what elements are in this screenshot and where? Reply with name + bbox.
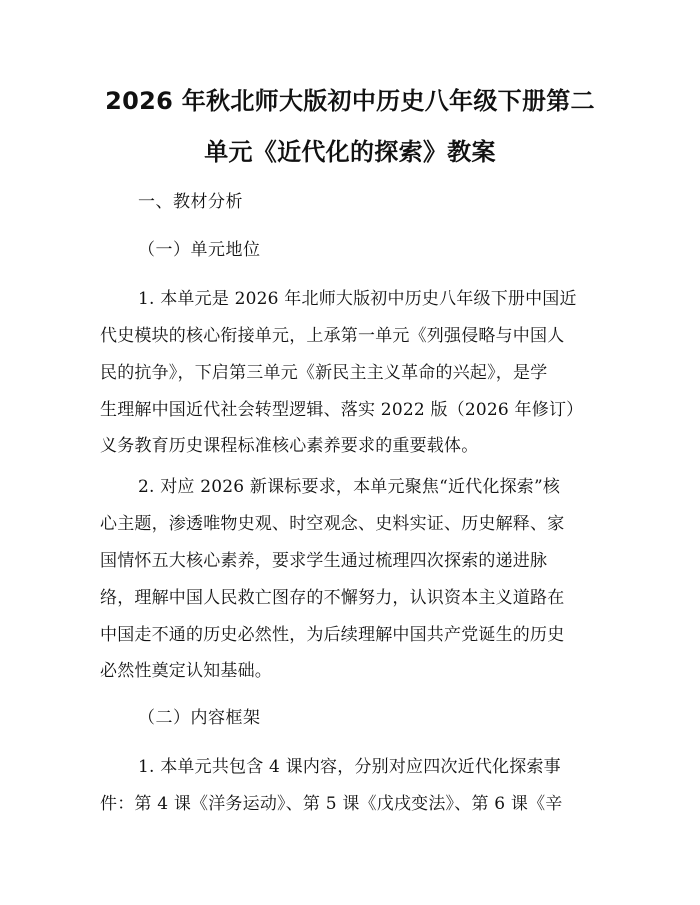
paragraph-line: 代史模块的核心衔接单元，上承第一单元《列强侵略与中国人 [100,326,565,346]
document-title-line-1: 2026 年秋北师大版初中历史八年级下册第二 [105,87,595,115]
paragraph-line: 心主题，渗透唯物史观、时空观念、史料实证、历史解释、家 [100,514,565,534]
paragraph-line: 络，理解中国人民救亡图存的不懈努力，认识资本主义道路在 [100,588,565,608]
document-title-line-2: 单元《近代化的探索》教案 [204,138,496,166]
paragraph-line: 必然性奠定认知基础。 [100,661,272,681]
paragraph-line: 生理解中国近代社会转型逻辑、落实 2022 版（2026 年修订） [100,400,584,420]
paragraph-line: 国情怀五大核心素养，要求学生通过梳理四次探索的递进脉 [100,551,548,571]
paragraph-line: 中国走不通的历史必然性，为后续理解中国共产党诞生的历史 [100,625,565,645]
subsection-heading-content-framework: （二）内容框架 [138,708,261,728]
paragraph-line: 1. 本单元是 2026 年北师大版初中历史八年级下册中国近 [138,289,577,309]
paragraph-line: 件：第 4 课《洋务运动》、第 5 课《戊戌变法》、第 6 课《辛 [100,794,563,814]
section-heading-textbook-analysis: 一、教材分析 [138,192,243,212]
paragraph-line: 2. 对应 2026 新课标要求，本单元聚焦“近代化探索”核 [138,477,561,497]
subsection-heading-unit-position: （一）单元地位 [138,240,261,260]
paragraph-line: 义务教育历史课程标准核心素养要求的重要载体。 [100,436,479,456]
paragraph-line: 1. 本单元共包含 4 课内容，分别对应四次近代化探索事 [138,757,561,777]
paragraph-line: 民的抗争》，下启第三单元《新民主主义革命的兴起》，是学 [100,363,548,383]
